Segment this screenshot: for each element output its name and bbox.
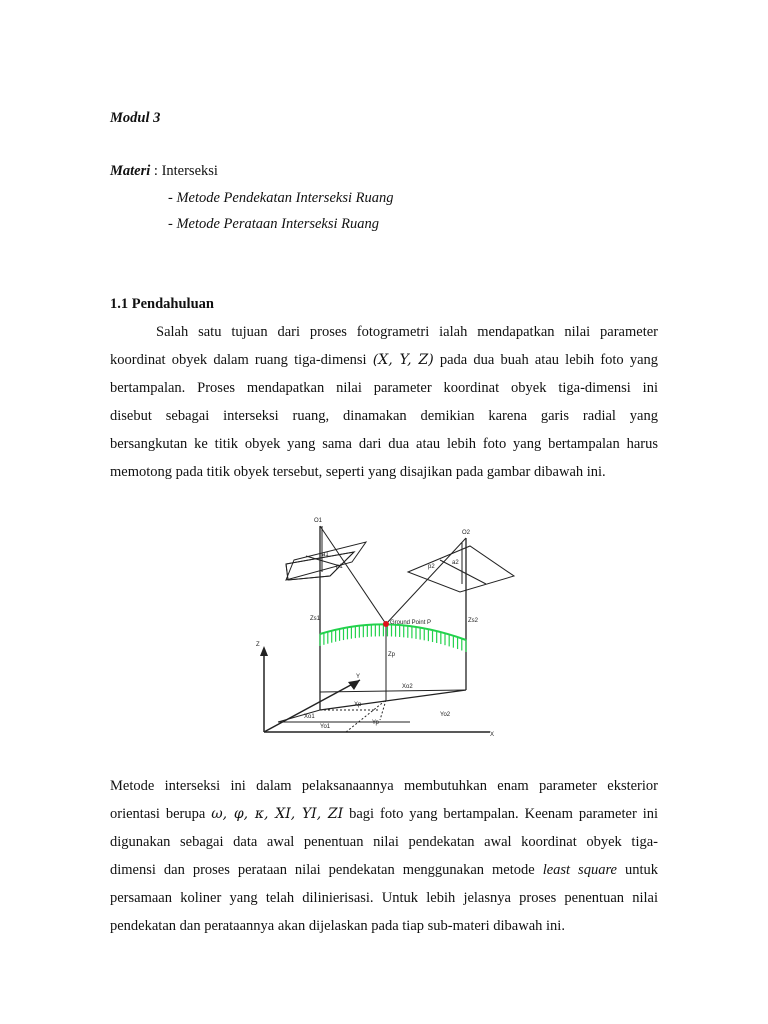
label-o2: O2 xyxy=(462,530,471,536)
label-yo1: Yo1 xyxy=(320,724,331,730)
least-square-term: least square xyxy=(542,862,617,878)
materi-item: - Metode Pendekatan Interseksi Ruang xyxy=(168,190,394,206)
text-line: digunakan sebagai data awal penentuan nilai pendekatan awal koordinat obyek tiga- xyxy=(110,834,658,850)
text-line: bertampalan. Proses mendapatkan nilai parameter koordinat obyek tiga-dimensi ini xyxy=(110,380,658,396)
label-xp: Xp xyxy=(354,702,362,708)
label-zs2: Zs2 xyxy=(468,618,479,624)
photo-frame-right xyxy=(408,546,514,592)
label-xo2: Xo2 xyxy=(402,684,413,690)
ray-left xyxy=(320,526,386,624)
text-segment: dimensi dan proses perataan nilai pendekatan menggunakan metode xyxy=(110,862,535,878)
label-a2: a2 xyxy=(452,560,459,566)
label-zs1: Zs1 xyxy=(310,616,321,622)
label-xo1: Xo1 xyxy=(304,714,315,720)
materi-separator: : xyxy=(150,163,162,179)
text-line: bersangkutan ke titik obyek yang sama dari dua atau lebih foto yang bertampalan harus xyxy=(110,436,658,452)
text-line: Salah satu tujuan dari proses fotogrametri ialah mendapatkan nilai parameter xyxy=(156,324,658,340)
label-y-axis: Y xyxy=(356,674,361,680)
label-yo2: Yo2 xyxy=(440,712,451,718)
terrain-curve xyxy=(320,624,466,640)
parameters-paragraph xyxy=(110,772,658,940)
text-line xyxy=(110,800,658,828)
materi-line xyxy=(110,163,218,180)
intro-paragraph xyxy=(110,318,658,486)
label-yp: Yp xyxy=(372,720,379,726)
materi-topic: Interseksi xyxy=(161,163,218,179)
materi-item: - Metode Perataan Interseksi Ruang xyxy=(168,216,380,232)
text-line xyxy=(110,346,658,374)
label-p1: p1 xyxy=(336,564,343,570)
module-heading: Modul 3 xyxy=(110,110,161,126)
text-segment: orientasi berupa xyxy=(110,806,206,822)
text-segment: pada dua buah atau lebih foto yang xyxy=(439,352,659,368)
photo-frame-left xyxy=(286,542,366,580)
text-segment: bagi foto yang bertampalan. Keenam parameter ini xyxy=(349,806,659,822)
text-line: pendekatan dan perataannya akan dijelaskan pada tiap sub-materi dibawah ini. xyxy=(110,918,565,934)
text-line: disebut sebagai interseksi ruang, dinamakan demikian karena garis radial yang xyxy=(110,408,658,424)
text-line: memotong pada titik obyek tersebut, seperti yang disajikan pada gambar dibawah ini. xyxy=(110,464,606,480)
ground-point-marker xyxy=(383,621,389,627)
text-line: persamaan koliner yang telah dilinierisasi. Untuk lebih jelasnya proses penentuan nilai xyxy=(110,890,658,906)
text-segment: koordinat obyek dalam ruang tiga-dimensi xyxy=(110,352,367,368)
label-x-axis: X xyxy=(490,732,495,738)
text-line: Metode interseksi ini dalam pelaksanaannya membutuhkan enam parameter eksterior xyxy=(110,778,658,794)
label-ground-point: Ground Point P xyxy=(390,620,432,626)
label-zp: Zp xyxy=(388,652,396,658)
label-p2: p2 xyxy=(428,564,435,570)
xyz-formula: (X, Y, Z) xyxy=(372,352,434,368)
label-o1: O1 xyxy=(314,518,323,524)
text-line xyxy=(110,856,658,884)
section-title: 1.1 Pendahuluan xyxy=(110,296,214,312)
materi-label: Materi xyxy=(110,163,151,179)
parameters-formula: ω, φ, κ, XI, YI, ZI xyxy=(211,806,344,822)
terrain-surface xyxy=(320,624,466,652)
z-arrow xyxy=(260,646,268,656)
space-intersection-figure xyxy=(250,512,520,744)
ray-right xyxy=(386,538,466,624)
label-z-axis: Z xyxy=(256,642,260,648)
label-a1: a1 xyxy=(322,552,329,558)
text-segment: untuk xyxy=(624,862,659,878)
